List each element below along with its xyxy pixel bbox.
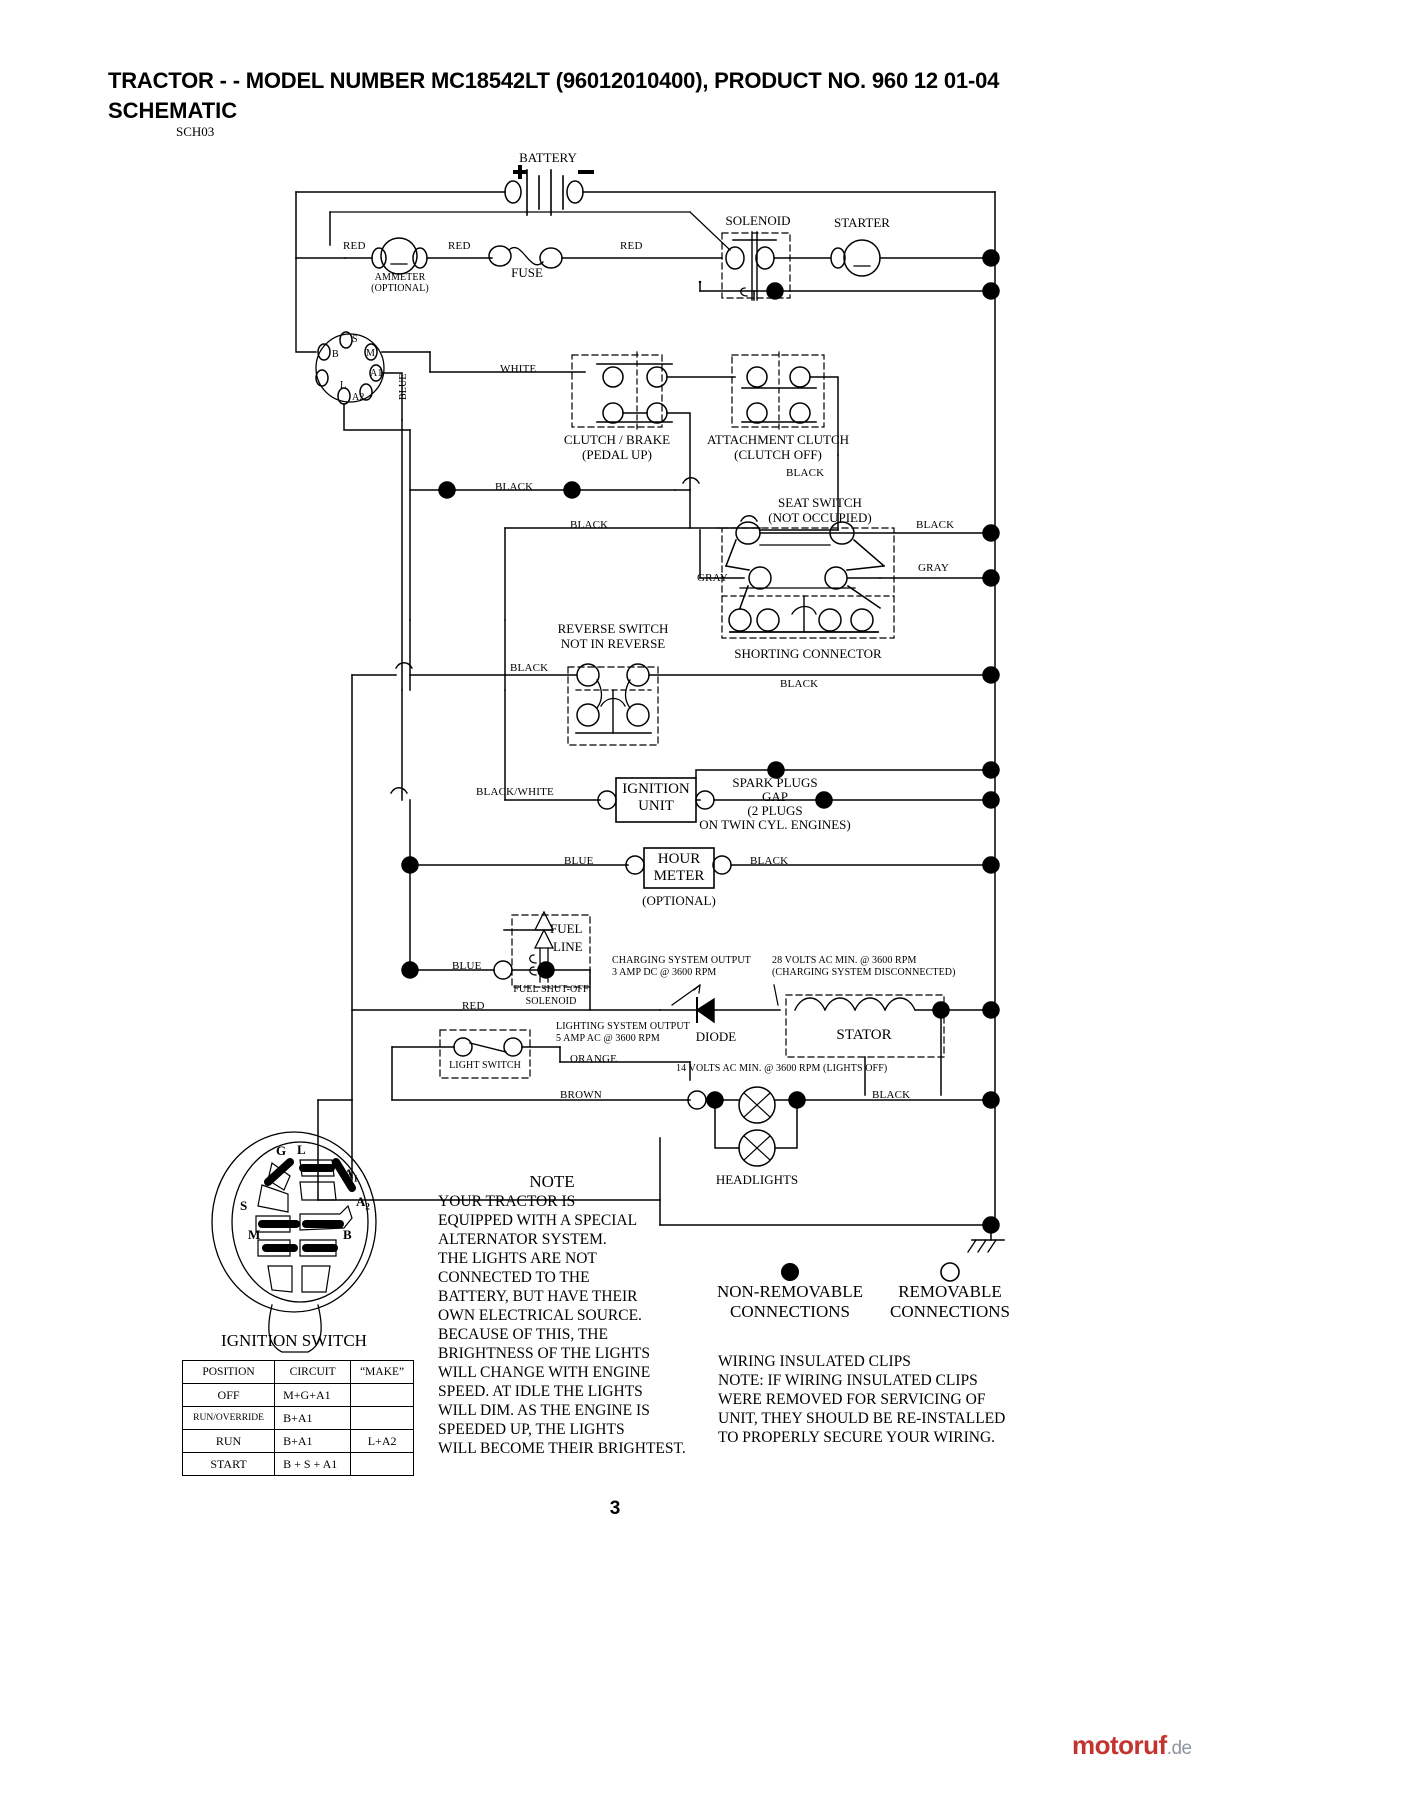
note-line: EQUIPPED WITH A SPECIAL bbox=[438, 1212, 638, 1229]
volts-14-label: 14 VOLTS AC MIN. @ 3600 RPM (LIGHTS OFF) bbox=[676, 1063, 888, 1074]
wire-label-red-4: RED bbox=[462, 1000, 485, 1012]
volts-28-label-1: 28 VOLTS AC MIN. @ 3600 RPM bbox=[772, 955, 917, 966]
wire-label-black-6: BLACK bbox=[780, 678, 819, 690]
wire-label-gray-1: GRAY bbox=[697, 572, 728, 584]
ignition-face-a1: $A_1$ bbox=[344, 1166, 358, 1184]
wire-label-red-3: RED bbox=[620, 240, 643, 252]
note-line: BECAUSE OF THIS, THE bbox=[438, 1326, 608, 1343]
note-heading: NOTE bbox=[529, 1172, 575, 1191]
table-row bbox=[183, 1453, 414, 1476]
ignition-unit-label-1: IGNITION bbox=[622, 781, 690, 797]
legend-non-removable-1: NON-REMOVABLE bbox=[716, 1282, 864, 1301]
wire-label-red-1: RED bbox=[343, 240, 366, 252]
wire-label-gray-2: GRAY bbox=[918, 562, 949, 574]
attachment-clutch-state-label: (CLUTCH OFF) bbox=[734, 447, 822, 462]
table-cell: B + S + A1 bbox=[275, 1453, 351, 1476]
terminal-s: S bbox=[352, 334, 358, 345]
page-title: TRACTOR - - MODEL NUMBER MC18542LT (96012010400), PRODUCT NO. 960 12 01-04 bbox=[108, 68, 1000, 93]
watermark: motoruf.de bbox=[1072, 1730, 1192, 1760]
terminal-a2: A2 bbox=[352, 392, 365, 403]
ignition-face-a2: $A_2$ bbox=[356, 1194, 370, 1212]
legend-removable-1: REMOVABLE bbox=[898, 1282, 1002, 1301]
table-row bbox=[183, 1407, 414, 1430]
ignition-face-l: L bbox=[297, 1142, 306, 1157]
terminal-b: B bbox=[332, 349, 339, 360]
wire-label-black-7: BLACK bbox=[750, 855, 789, 867]
terminal-m: M bbox=[366, 348, 375, 359]
table-cell bbox=[351, 1453, 414, 1476]
note-line: WILL BECOME THEIR BRIGHTEST. bbox=[438, 1440, 686, 1457]
spark-plugs-label-2: GAP bbox=[761, 789, 789, 804]
seat-switch-label: SEAT SWITCH bbox=[778, 495, 862, 510]
terminal-l: L bbox=[340, 380, 347, 391]
note-line: BATTERY, BUT HAVE THEIR bbox=[438, 1288, 638, 1305]
table-header-cell: POSITION bbox=[183, 1361, 275, 1384]
clutch-brake-label: CLUTCH / BRAKE bbox=[563, 432, 671, 447]
charging-output-label-1: CHARGING SYSTEM OUTPUT bbox=[612, 955, 751, 966]
wire-label-black-8: BLACK bbox=[872, 1089, 911, 1101]
ignition-switch-title: IGNITION SWITCH bbox=[221, 1331, 367, 1350]
fuse-label: FUSE bbox=[511, 265, 543, 280]
wire-label-black-5: BLACK bbox=[510, 662, 549, 674]
note-line: SPEED. AT IDLE THE LIGHTS bbox=[438, 1383, 643, 1400]
clips-note-body bbox=[718, 1352, 1005, 1447]
ignition-switch-table bbox=[182, 1360, 414, 1476]
table-row bbox=[183, 1384, 414, 1407]
ignition-face-b: B bbox=[343, 1227, 352, 1242]
lighting-output-label-2: 5 AMP AC @ 3600 RPM bbox=[556, 1033, 660, 1044]
fuel-label-2: LINE bbox=[553, 939, 583, 954]
table-header-cell: “MAKE” bbox=[351, 1361, 414, 1384]
wire-label-blue-2: BLUE bbox=[564, 855, 594, 867]
table-cell: OFF bbox=[183, 1384, 275, 1407]
spark-plugs-label-1: SPARK PLUGS bbox=[732, 775, 818, 790]
wire-label-black-4: BLACK bbox=[916, 519, 955, 531]
legend-removable-2: CONNECTIONS bbox=[890, 1302, 1010, 1321]
note-body bbox=[438, 1192, 686, 1458]
light-switch-label: LIGHT SWITCH bbox=[449, 1060, 521, 1071]
clips-note-line: UNIT, THEY SHOULD BE RE-INSTALLED bbox=[718, 1410, 1006, 1427]
spark-plugs-label-3: (2 PLUGS bbox=[747, 803, 803, 818]
clips-note-line: WIRING INSULATED CLIPS bbox=[718, 1353, 911, 1370]
table-cell: L+A2 bbox=[351, 1430, 414, 1453]
wire-label-orange-1: ORANGE bbox=[570, 1053, 618, 1065]
wire-label-white-1: WHITE bbox=[500, 363, 537, 375]
wire-label-red-2: RED bbox=[448, 240, 471, 252]
starter-label: STARTER bbox=[834, 215, 890, 230]
lighting-output-label-1: LIGHTING SYSTEM OUTPUT bbox=[556, 1021, 690, 1032]
note-line: ALTERNATOR SYSTEM. bbox=[438, 1231, 607, 1248]
wire-label-brown-1: BROWN bbox=[560, 1089, 602, 1101]
spark-plugs-label-4: ON TWIN CYL. ENGINES) bbox=[699, 817, 851, 832]
clips-note-line: WERE REMOVED FOR SERVICING OF bbox=[718, 1391, 986, 1408]
table-cell: START bbox=[183, 1453, 275, 1476]
ignition-face-g: G bbox=[276, 1143, 287, 1158]
reverse-switch-label: REVERSE SWITCH bbox=[557, 621, 669, 636]
seat-switch-state-label: (NOT OCCUPIED) bbox=[768, 510, 872, 525]
note-line: THE LIGHTS ARE NOT bbox=[438, 1250, 597, 1267]
table-cell bbox=[351, 1384, 414, 1407]
wire-label-black-3: BLACK bbox=[570, 519, 609, 531]
clutch-brake-state-label: (PEDAL UP) bbox=[582, 447, 652, 462]
ignition-unit-label-2: UNIT bbox=[638, 798, 674, 814]
table-cell: RUN/OVERRIDE bbox=[183, 1407, 275, 1430]
note-line: YOUR TRACTOR IS bbox=[438, 1193, 576, 1210]
solenoid-label: SOLENOID bbox=[725, 213, 791, 228]
ammeter-optional-label: (OPTIONAL) bbox=[371, 283, 429, 294]
fuel-shutoff-label-1: FUEL SHUT-OFF bbox=[513, 984, 589, 995]
table-row bbox=[183, 1430, 414, 1453]
table-cell: M+G+A1 bbox=[275, 1384, 351, 1407]
hour-meter-label-1: HOUR bbox=[657, 851, 701, 867]
note-line: OWN ELECTRICAL SOURCE. bbox=[438, 1307, 642, 1324]
stator-label: STATOR bbox=[836, 1027, 892, 1043]
wire-label-black-white: BLACK/WHITE bbox=[476, 786, 554, 798]
diode-label: DIODE bbox=[695, 1029, 737, 1044]
terminal-a1: A1 bbox=[370, 368, 383, 379]
table-cell: B+A1 bbox=[275, 1407, 351, 1430]
battery-label: BATTERY bbox=[519, 150, 577, 165]
note-line: SPEEDED UP, THE LIGHTS bbox=[438, 1421, 625, 1438]
volts-28-label-2: (CHARGING SYSTEM DISCONNECTED) bbox=[772, 967, 956, 978]
page-number: 3 bbox=[609, 1498, 621, 1519]
attachment-clutch-label: ATTACHMENT CLUTCH bbox=[706, 432, 850, 447]
note-line: WILL CHANGE WITH ENGINE bbox=[438, 1364, 651, 1381]
hour-meter-optional-label: (OPTIONAL) bbox=[642, 893, 716, 908]
clips-note-line: TO PROPERLY SECURE YOUR WIRING. bbox=[718, 1429, 996, 1446]
note-line: CONNECTED TO THE bbox=[438, 1269, 590, 1286]
table-cell: RUN bbox=[183, 1430, 275, 1453]
wire-label-black-1: BLACK bbox=[786, 467, 825, 479]
table-header-cell: CIRCUIT bbox=[275, 1361, 351, 1384]
clips-note-line: NOTE: IF WIRING INSULATED CLIPS bbox=[718, 1372, 978, 1389]
wire-label-blue-1: BLUE bbox=[398, 373, 409, 400]
ignition-face-s: S bbox=[240, 1198, 248, 1213]
charging-output-label-2: 3 AMP DC @ 3600 RPM bbox=[612, 967, 717, 978]
schematic-code: SCH03 bbox=[176, 124, 215, 139]
hour-meter-label-2: METER bbox=[653, 868, 705, 884]
note-line: WILL DIM. AS THE ENGINE IS bbox=[438, 1402, 650, 1419]
wire-label-blue-3: BLUE bbox=[452, 960, 482, 972]
headlights-label: HEADLIGHTS bbox=[715, 1172, 799, 1187]
shorting-connector-label: SHORTING CONNECTOR bbox=[734, 646, 882, 661]
table-cell: B+A1 bbox=[275, 1430, 351, 1453]
legend-non-removable-2: CONNECTIONS bbox=[730, 1302, 850, 1321]
ignition-face-m: M bbox=[248, 1227, 261, 1242]
ammeter-label: AMMETER bbox=[374, 272, 426, 283]
note-line: BRIGHTNESS OF THE LIGHTS bbox=[438, 1345, 650, 1362]
fuel-shutoff-label-2: SOLENOID bbox=[525, 996, 577, 1007]
table-header-row bbox=[183, 1361, 414, 1384]
reverse-switch-state-label: NOT IN REVERSE bbox=[560, 636, 666, 651]
table-cell bbox=[351, 1407, 414, 1430]
wire-label-black-2: BLACK bbox=[495, 481, 534, 493]
page-subtitle: SCHEMATIC bbox=[108, 98, 238, 123]
fuel-label-1: FUEL bbox=[550, 921, 583, 936]
